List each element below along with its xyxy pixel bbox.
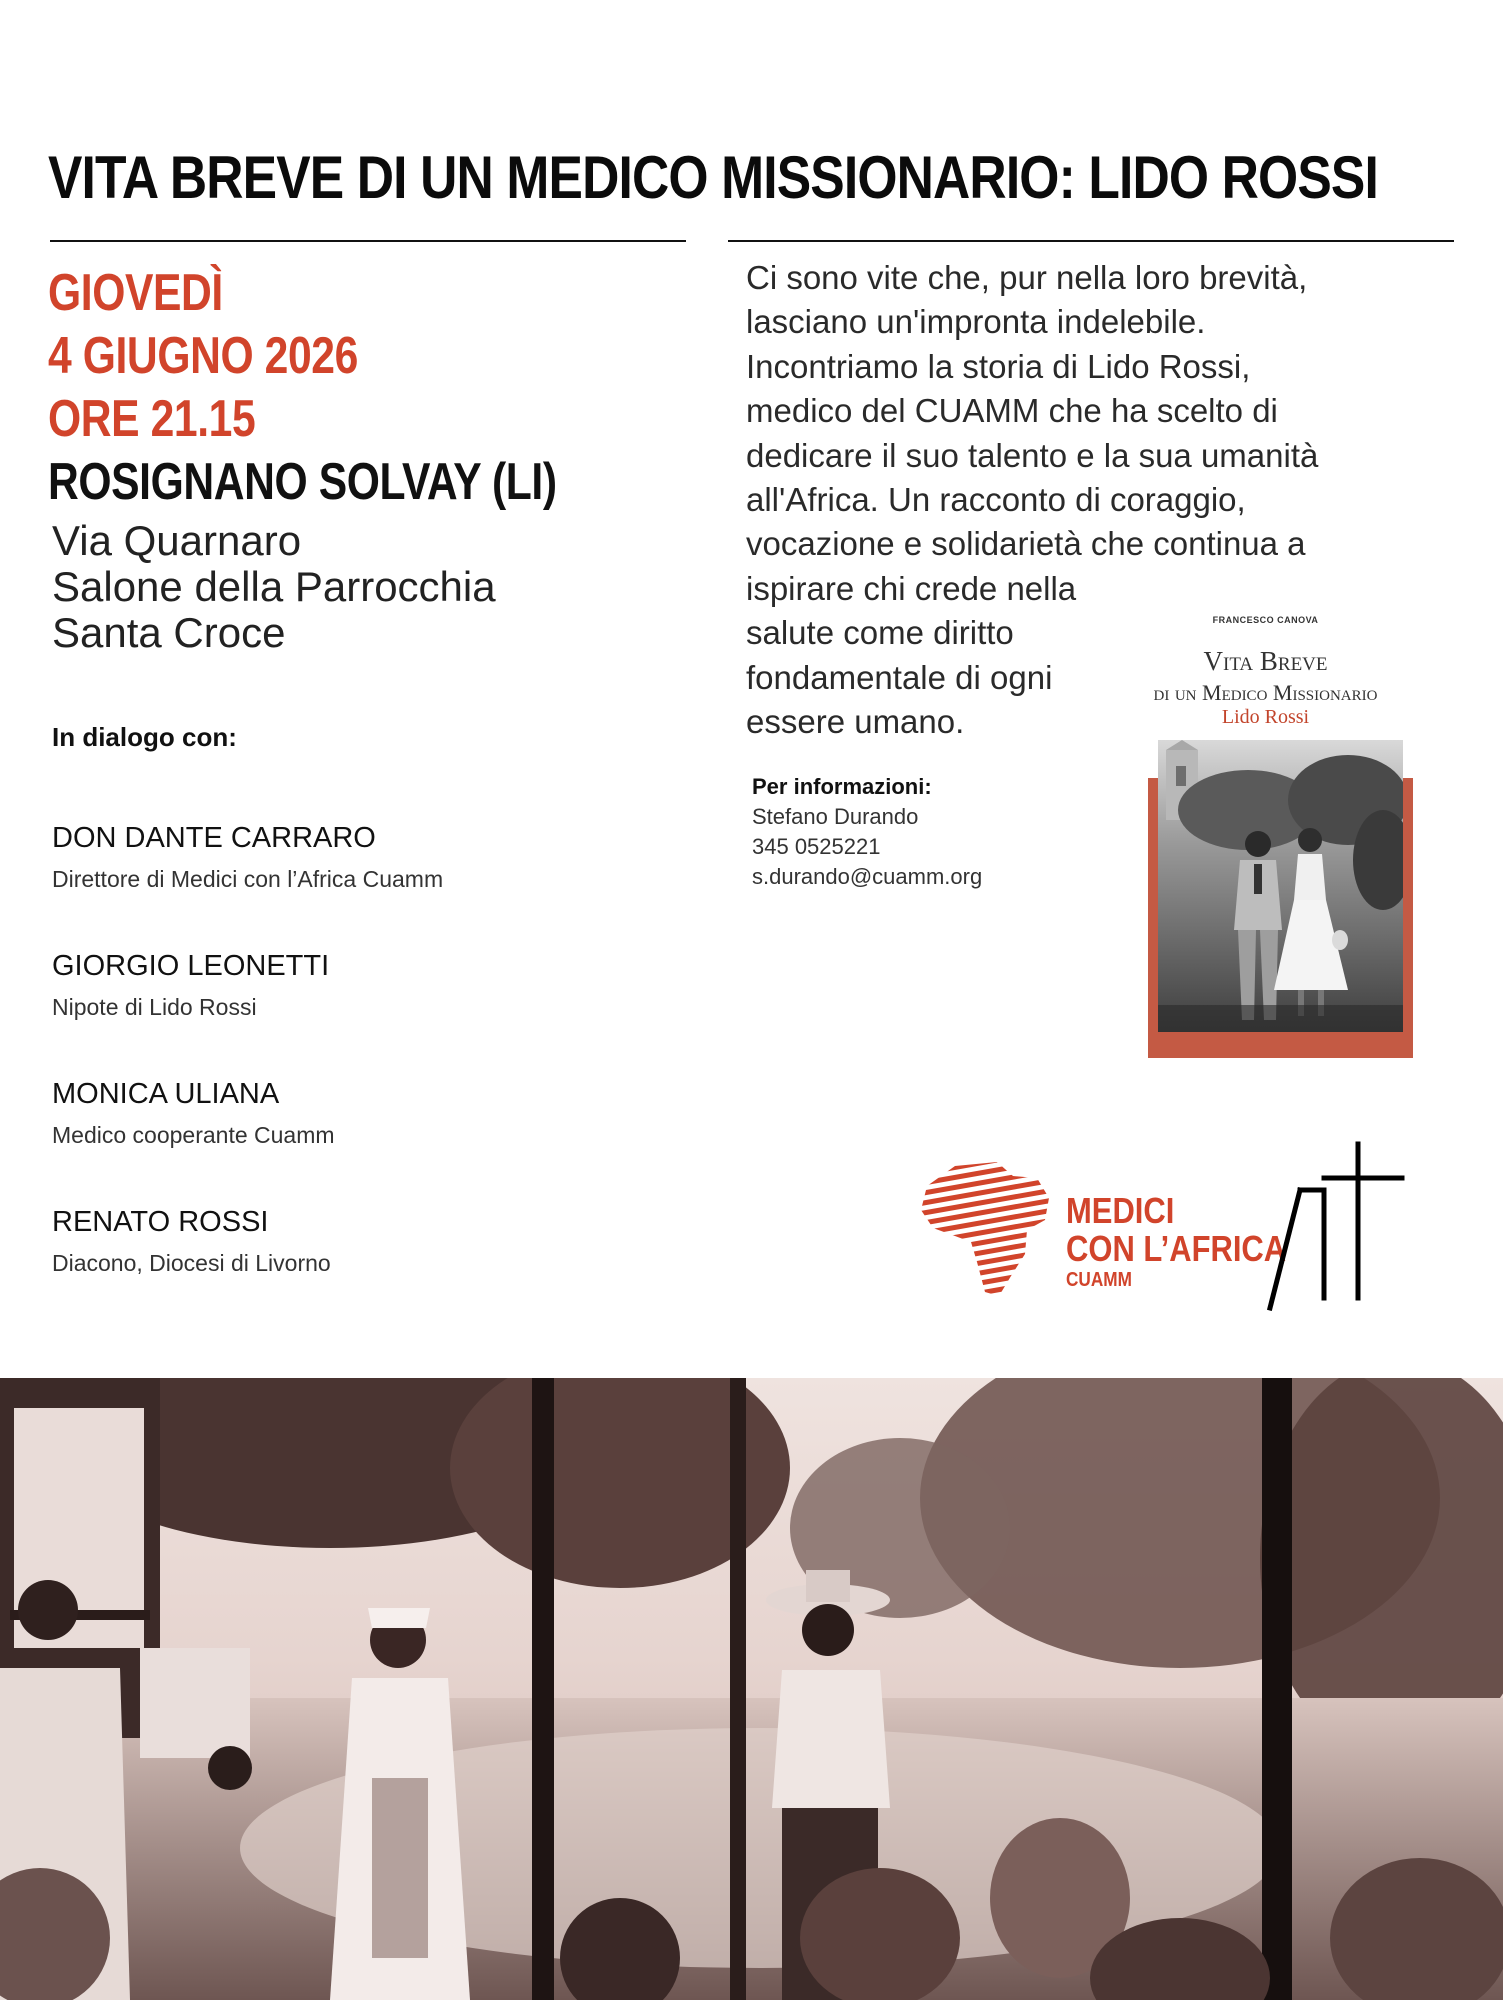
speaker-name: MONICA ULIANA bbox=[52, 1078, 280, 1110]
right-divider bbox=[728, 240, 1454, 242]
description-line: ispirare chi crede nella bbox=[746, 569, 1077, 607]
speaker-role: Nipote di Lido Rossi bbox=[52, 994, 257, 1020]
contact-name: Stefano Durando bbox=[752, 804, 919, 829]
description-line: essere umano. bbox=[746, 703, 965, 741]
venue-address bbox=[52, 518, 496, 656]
venue-line: Santa Croce bbox=[52, 609, 286, 656]
speaker-item bbox=[52, 948, 692, 1024]
description-line: Incontriamo la storia di Lido Rossi, bbox=[746, 347, 1251, 385]
book-title-line2: di un Medico Missionario bbox=[1153, 680, 1378, 705]
book-title-line1: Vita Breve bbox=[1203, 646, 1328, 676]
cuamm-logo-line1: MEDICI bbox=[1066, 1190, 1175, 1231]
description-line: Ci sono vite che, pur nella loro brevità, bbox=[746, 259, 1308, 296]
speaker-role: Diacono, Diocesi di Livorno bbox=[52, 1250, 331, 1276]
contact-email: s.durando@cuamm.org bbox=[752, 864, 983, 889]
cuamm-logo-line3: CUAMM bbox=[1066, 1269, 1132, 1291]
speaker-item bbox=[52, 820, 692, 896]
event-title: VITA BREVE DI UN MEDICO MISSIONARIO: LIDO ROSSI bbox=[48, 144, 1378, 211]
speaker-role: Medico cooperante Cuamm bbox=[52, 1122, 335, 1148]
speaker-item bbox=[52, 1204, 692, 1280]
cuamm-logo-line2: CON L’AFRICA bbox=[1066, 1228, 1287, 1269]
book-cover bbox=[1110, 600, 1421, 1060]
contact-info bbox=[752, 772, 982, 892]
description-line: fondamentale di ogni bbox=[746, 658, 1053, 696]
speaker-name: GIORGIO LEONETTI bbox=[52, 950, 330, 982]
book-subtitle: Lido Rossi bbox=[1221, 706, 1310, 728]
description-line: lasciano un'impronta indelebile. bbox=[746, 303, 1206, 341]
speaker-name: DON DANTE CARRARO bbox=[52, 822, 376, 854]
contact-phone: 345 0525221 bbox=[752, 834, 881, 859]
contact-heading: Per informazioni: bbox=[752, 774, 932, 799]
event-details bbox=[48, 262, 557, 514]
speaker-item bbox=[52, 1076, 692, 1152]
historic-photo bbox=[0, 1378, 1503, 2000]
speaker-name: RENATO ROSSI bbox=[52, 1206, 269, 1238]
left-divider bbox=[50, 240, 686, 242]
description-line: vocazione e solidarietà che continua a bbox=[746, 525, 1306, 563]
event-day: GIOVEDÌ bbox=[48, 264, 223, 322]
event-time: ORE 21.15 bbox=[48, 390, 256, 448]
venue-line: Salone della Parrocchia bbox=[52, 563, 496, 610]
venue-line: Via Quarnaro bbox=[52, 517, 302, 564]
africa-logo-icon bbox=[915, 1158, 1055, 1300]
book-cover-photo bbox=[1158, 740, 1403, 1032]
dialogue-heading: In dialogo con: bbox=[52, 722, 237, 752]
description-line: salute come diritto bbox=[746, 614, 1014, 652]
description-line: medico del CUAMM che ha scelto di bbox=[746, 392, 1278, 430]
description-line: dedicare il suo talento e la sua umanità bbox=[746, 436, 1319, 474]
event-date: 4 GIUGNO 2026 bbox=[48, 327, 358, 385]
speaker-role: Direttore di Medici con l’Africa Cuamm bbox=[52, 866, 444, 892]
book-author: FRANCESCO CANOVA bbox=[1212, 615, 1319, 625]
description-line: all'Africa. Un racconto di coraggio, bbox=[746, 481, 1246, 519]
parish-logo-icon bbox=[1262, 1140, 1410, 1312]
event-city: ROSIGNANO SOLVAY (LI) bbox=[48, 453, 557, 511]
